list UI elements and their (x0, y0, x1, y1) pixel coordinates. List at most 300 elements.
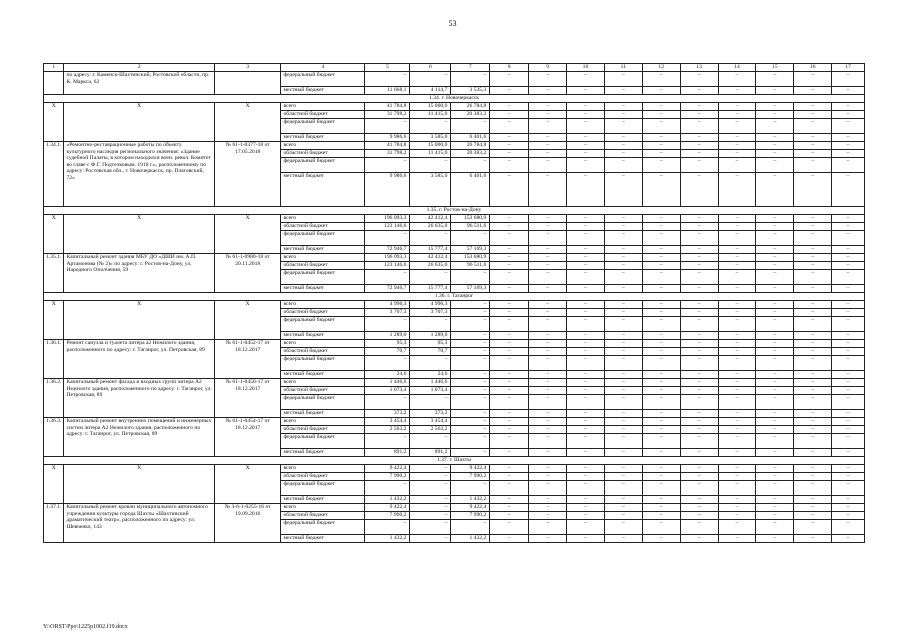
value-col-12: – (642, 410, 680, 418)
value-col-16: – (794, 434, 832, 449)
budget-label: всего (281, 418, 365, 426)
item-number: 1.36.2. (44, 379, 64, 418)
value-col-14: – (718, 87, 756, 95)
value-col-10: – (567, 173, 605, 207)
item-name: Ремонт санузла и туалета литера а2 Нежилого здания, расположенного по адресу: г. Таганрог, ул. Петровская, 89 (64, 340, 214, 379)
column-number-row (44, 64, 865, 72)
value-col-5: 196 093,3 (365, 254, 410, 262)
value-col-9: – (529, 449, 567, 457)
value-col-14: – (718, 103, 756, 111)
budget-label: областной бюджет (281, 150, 365, 158)
value-col-11: – (604, 215, 642, 223)
value-col-5: 41 784,8 (365, 103, 410, 111)
budget-label: областной бюджет (281, 309, 365, 317)
value-col-11: – (604, 72, 642, 87)
value-col-15: – (756, 103, 794, 111)
value-col-11: – (604, 231, 642, 246)
column-number: 12 (642, 64, 680, 72)
value-col-15: – (756, 410, 794, 418)
value-col-11: – (604, 434, 642, 449)
value-col-8: – (490, 504, 529, 512)
value-col-5: 41 784,8 (365, 142, 410, 150)
budget-label: федеральный бюджет (281, 119, 365, 134)
value-col-14: – (718, 332, 756, 340)
value-col-15: – (756, 481, 794, 496)
value-col-7: – (451, 434, 490, 449)
value-col-15: – (756, 520, 794, 535)
value-col-17: – (832, 72, 865, 87)
value-col-11: – (604, 410, 642, 418)
value-col-11: – (604, 348, 642, 356)
value-col-14: – (718, 119, 756, 134)
value-col-14: – (718, 496, 756, 504)
value-col-6: 891,2 (410, 449, 451, 457)
value-col-17: – (832, 379, 865, 387)
value-col-16: – (794, 410, 832, 418)
value-col-13: – (680, 87, 718, 95)
value-col-12: – (642, 231, 680, 246)
value-col-13: – (680, 223, 718, 231)
value-col-16: – (794, 111, 832, 119)
value-col-7: 1 432,2 (451, 535, 490, 543)
value-col-7: – (451, 340, 490, 348)
value-col-11: – (604, 134, 642, 142)
value-col-7: – (451, 426, 490, 434)
item-document: № 3-6-1-0255-16 от 19.09.2016 (214, 504, 281, 543)
value-col-11: – (604, 285, 642, 293)
value-col-14: – (718, 158, 756, 173)
value-col-6: – (410, 520, 451, 535)
value-col-17: – (832, 150, 865, 158)
budget-label: всего (281, 504, 365, 512)
item-document: № 61-1-0377-18 от 17.05.2018 (214, 142, 281, 207)
value-col-13: – (680, 379, 718, 387)
value-col-8: – (490, 111, 529, 119)
value-col-12: – (642, 356, 680, 371)
table-row (44, 301, 865, 309)
value-col-15: – (756, 379, 794, 387)
value-col-8: – (490, 465, 529, 473)
value-col-8: – (490, 332, 529, 340)
item-document: Х (214, 301, 281, 340)
value-col-12: – (642, 481, 680, 496)
value-col-6: – (410, 512, 451, 520)
value-col-10: – (567, 356, 605, 371)
value-col-6: 15 000,0 (410, 103, 451, 111)
column-number: 13 (680, 64, 718, 72)
value-col-14: – (718, 356, 756, 371)
value-col-12: – (642, 332, 680, 340)
value-col-7: – (451, 418, 490, 426)
value-col-11: – (604, 173, 642, 207)
value-col-14: – (718, 535, 756, 543)
value-col-8: – (490, 158, 529, 173)
value-col-6: – (410, 356, 451, 371)
value-col-15: – (756, 262, 794, 270)
value-col-14: – (718, 426, 756, 434)
value-col-6: 1 289,0 (410, 332, 451, 340)
value-col-15: – (756, 395, 794, 410)
value-col-13: – (680, 387, 718, 395)
budget-label: федеральный бюджет (281, 270, 365, 285)
value-col-8: – (490, 449, 529, 457)
value-col-7: – (451, 481, 490, 496)
value-col-7: – (451, 387, 490, 395)
value-col-10: – (567, 473, 605, 481)
budget-label: федеральный бюджет (281, 395, 365, 410)
value-col-16: – (794, 356, 832, 371)
value-col-13: – (680, 465, 718, 473)
value-col-10: – (567, 285, 605, 293)
section-title: 1.37. г. Шахты (44, 457, 865, 465)
value-col-17: – (832, 246, 865, 254)
value-col-15: – (756, 418, 794, 426)
value-col-9: – (529, 87, 567, 95)
value-col-7: 6 401,6 (451, 134, 490, 142)
value-col-5: 95,3 (365, 340, 410, 348)
value-col-16: – (794, 270, 832, 285)
value-col-17: – (832, 254, 865, 262)
value-col-17: – (832, 481, 865, 496)
value-col-8: – (490, 387, 529, 395)
value-col-8: – (490, 231, 529, 246)
value-col-11: – (604, 496, 642, 504)
value-col-9: – (529, 426, 567, 434)
value-col-9: – (529, 215, 567, 223)
value-col-10: – (567, 481, 605, 496)
value-col-12: – (642, 309, 680, 317)
value-col-16: – (794, 395, 832, 410)
table-body (44, 64, 865, 543)
column-number: 10 (567, 64, 605, 72)
value-col-14: – (718, 150, 756, 158)
table-row (44, 103, 865, 111)
value-col-14: – (718, 72, 756, 87)
value-col-10: – (567, 395, 605, 410)
value-col-13: – (680, 173, 718, 207)
value-col-5: 11 668,1 (365, 87, 410, 95)
section-header-row (44, 207, 865, 215)
value-col-9: – (529, 223, 567, 231)
value-col-5: – (365, 520, 410, 535)
value-col-12: – (642, 285, 680, 293)
value-col-7: 9 422,4 (451, 504, 490, 512)
budget-label: областной бюджет (281, 473, 365, 481)
value-col-16: – (794, 387, 832, 395)
item-name: Капитальный ремонт здания МБУ ДО «ДШИ им. А.П. Артамонова (№ 2)» по адресу: г. Ростов-на-Дону, ул. Народного Ополчения, 59 (64, 254, 214, 293)
value-col-16: – (794, 332, 832, 340)
value-col-5: 2 563,2 (365, 426, 410, 434)
value-col-13: – (680, 72, 718, 87)
value-col-17: – (832, 332, 865, 340)
value-col-11: – (604, 512, 642, 520)
value-col-17: – (832, 371, 865, 379)
value-col-11: – (604, 379, 642, 387)
value-col-5: – (365, 158, 410, 173)
budget-label: местный бюджет (281, 535, 365, 543)
value-col-15: – (756, 119, 794, 134)
value-col-10: – (567, 465, 605, 473)
value-col-9: – (529, 317, 567, 332)
value-col-6: – (410, 72, 451, 87)
budget-label: областной бюджет (281, 223, 365, 231)
value-col-16: – (794, 223, 832, 231)
budget-label: всего (281, 301, 365, 309)
item-number: Х (44, 103, 64, 142)
value-col-15: – (756, 215, 794, 223)
value-col-14: – (718, 520, 756, 535)
value-col-16: – (794, 317, 832, 332)
value-col-5: 891,2 (365, 449, 410, 457)
value-col-15: – (756, 142, 794, 150)
value-col-9: – (529, 246, 567, 254)
value-col-15: – (756, 371, 794, 379)
value-col-17: – (832, 465, 865, 473)
value-col-8: – (490, 426, 529, 434)
value-col-11: – (604, 262, 642, 270)
item-document: Х (214, 465, 281, 504)
value-col-7: 26 784,8 (451, 142, 490, 150)
value-col-15: – (756, 340, 794, 348)
value-col-11: – (604, 119, 642, 134)
value-col-8: – (490, 410, 529, 418)
value-col-11: – (604, 418, 642, 426)
table-row (44, 340, 865, 348)
value-col-11: – (604, 246, 642, 254)
value-col-9: – (529, 512, 567, 520)
budget-label: федеральный бюджет (281, 434, 365, 449)
value-col-16: – (794, 87, 832, 95)
value-col-13: – (680, 520, 718, 535)
value-col-7: 6 401,6 (451, 173, 490, 207)
column-number: 2 (64, 64, 214, 72)
value-col-14: – (718, 387, 756, 395)
value-col-10: – (567, 223, 605, 231)
value-col-15: – (756, 270, 794, 285)
value-col-5: 3 454,4 (365, 418, 410, 426)
value-col-7: – (451, 348, 490, 356)
value-col-5: 123 146,6 (365, 262, 410, 270)
value-col-10: – (567, 150, 605, 158)
value-col-11: – (604, 473, 642, 481)
column-number: 1 (44, 64, 64, 72)
value-col-15: – (756, 449, 794, 457)
value-col-17: – (832, 504, 865, 512)
value-col-10: – (567, 434, 605, 449)
value-col-12: – (642, 465, 680, 473)
value-col-16: – (794, 465, 832, 473)
value-col-10: – (567, 72, 605, 87)
value-col-11: – (604, 111, 642, 119)
value-col-12: – (642, 134, 680, 142)
value-col-13: – (680, 246, 718, 254)
budget-label: местный бюджет (281, 410, 365, 418)
item-document: № 61-1-0454-17 от 18.12.2017 (214, 418, 281, 457)
value-col-12: – (642, 87, 680, 95)
value-col-10: – (567, 215, 605, 223)
budget-label: местный бюджет (281, 87, 365, 95)
value-col-7: – (451, 309, 490, 317)
value-col-8: – (490, 134, 529, 142)
value-col-7: 20 383,2 (451, 111, 490, 119)
value-col-13: – (680, 371, 718, 379)
value-col-15: – (756, 317, 794, 332)
value-col-13: – (680, 262, 718, 270)
value-col-8: – (490, 103, 529, 111)
value-col-11: – (604, 317, 642, 332)
item-name: «Ремонтно-реставрационные работы по объекту культурного наследия регионального значения: «Здание судебной Палаты, в котором находился воен. револ. Комитет во главе с Ф.Г. Подтелковым. 1918 г.», расположенному по адресу: Ростовская обл., г. Новочеркасск, пр. Платовский, 72» (64, 142, 214, 207)
value-col-11: – (604, 103, 642, 111)
value-col-11: – (604, 332, 642, 340)
value-col-5: 9 422,4 (365, 465, 410, 473)
value-col-6: 70,7 (410, 348, 451, 356)
value-col-13: – (680, 395, 718, 410)
value-col-9: – (529, 387, 567, 395)
value-col-14: – (718, 473, 756, 481)
value-col-10: – (567, 332, 605, 340)
value-col-7: 7 990,2 (451, 473, 490, 481)
value-col-7: – (451, 332, 490, 340)
value-col-10: – (567, 301, 605, 309)
value-col-15: – (756, 87, 794, 95)
value-col-11: – (604, 465, 642, 473)
value-col-14: – (718, 317, 756, 332)
value-col-13: – (680, 434, 718, 449)
value-col-13: – (680, 340, 718, 348)
value-col-5: 123 146,6 (365, 223, 410, 231)
value-col-15: – (756, 387, 794, 395)
item-document: № 61-1-0450-17 от 18.12.2017 (214, 379, 281, 418)
value-col-6: 3 585,0 (410, 134, 451, 142)
value-col-13: – (680, 231, 718, 246)
value-col-16: – (794, 520, 832, 535)
value-col-17: – (832, 87, 865, 95)
value-col-8: – (490, 119, 529, 134)
value-col-11: – (604, 301, 642, 309)
section-header-row (44, 457, 865, 465)
value-col-14: – (718, 142, 756, 150)
value-col-11: – (604, 426, 642, 434)
value-col-10: – (567, 87, 605, 95)
column-number: 9 (529, 64, 567, 72)
value-col-16: – (794, 418, 832, 426)
value-col-7: 153 680,9 (451, 215, 490, 223)
value-col-12: – (642, 512, 680, 520)
value-col-13: – (680, 317, 718, 332)
value-col-16: – (794, 103, 832, 111)
value-col-13: – (680, 111, 718, 119)
value-col-8: – (490, 481, 529, 496)
value-col-6: – (410, 481, 451, 496)
value-col-16: – (794, 426, 832, 434)
value-col-10: – (567, 379, 605, 387)
value-col-11: – (604, 270, 642, 285)
value-col-12: – (642, 449, 680, 457)
value-col-14: – (718, 301, 756, 309)
value-col-8: – (490, 496, 529, 504)
value-col-9: – (529, 119, 567, 134)
item-number: Х (44, 465, 64, 504)
value-col-6: 26 635,0 (410, 262, 451, 270)
value-col-7: – (451, 410, 490, 418)
value-col-11: – (604, 223, 642, 231)
value-col-6: 15 777,4 (410, 285, 451, 293)
value-col-10: – (567, 262, 605, 270)
budget-label: местный бюджет (281, 285, 365, 293)
value-col-9: – (529, 72, 567, 87)
value-col-6: 4 114,7 (410, 87, 451, 95)
value-col-14: – (718, 173, 756, 207)
value-col-7: 20 383,2 (451, 150, 490, 158)
value-col-12: – (642, 348, 680, 356)
value-col-7: 9 422,4 (451, 465, 490, 473)
value-col-17: – (832, 173, 865, 207)
value-col-10: – (567, 371, 605, 379)
value-col-6: 373,2 (410, 410, 451, 418)
value-col-14: – (718, 262, 756, 270)
value-col-8: – (490, 223, 529, 231)
value-col-12: – (642, 103, 680, 111)
budget-label: федеральный бюджет (281, 520, 365, 535)
value-col-6: 26 635,0 (410, 223, 451, 231)
item-number: Х (44, 215, 64, 254)
value-col-6: 4 996,3 (410, 301, 451, 309)
value-col-14: – (718, 309, 756, 317)
budget-label: местный бюджет (281, 134, 365, 142)
value-col-13: – (680, 254, 718, 262)
value-col-12: – (642, 418, 680, 426)
value-col-5: 4 996,3 (365, 301, 410, 309)
item-name: Х (64, 103, 214, 142)
value-col-10: – (567, 348, 605, 356)
value-col-8: – (490, 142, 529, 150)
column-number: 17 (832, 64, 865, 72)
item-number: 1.36.3. (44, 418, 64, 457)
value-col-10: – (567, 270, 605, 285)
value-col-7: – (451, 371, 490, 379)
value-col-10: – (567, 449, 605, 457)
value-col-11: – (604, 504, 642, 512)
value-col-8: – (490, 512, 529, 520)
value-col-15: – (756, 111, 794, 119)
budget-label: местный бюджет (281, 371, 365, 379)
value-col-12: – (642, 317, 680, 332)
value-col-8: – (490, 395, 529, 410)
value-col-13: – (680, 496, 718, 504)
value-col-12: – (642, 395, 680, 410)
value-col-17: – (832, 285, 865, 293)
value-col-5: 70,7 (365, 348, 410, 356)
value-col-7: 96 511,6 (451, 262, 490, 270)
value-col-13: – (680, 309, 718, 317)
value-col-12: – (642, 340, 680, 348)
budget-label: федеральный бюджет (281, 481, 365, 496)
value-col-12: – (642, 387, 680, 395)
value-col-9: – (529, 348, 567, 356)
value-col-10: – (567, 426, 605, 434)
value-col-13: – (680, 301, 718, 309)
value-col-17: – (832, 340, 865, 348)
value-col-14: – (718, 434, 756, 449)
value-col-17: – (832, 496, 865, 504)
budget-label: всего (281, 142, 365, 150)
value-col-5: 373,2 (365, 410, 410, 418)
value-col-16: – (794, 481, 832, 496)
value-col-14: – (718, 465, 756, 473)
value-col-7: – (451, 301, 490, 309)
column-number: 4 (281, 64, 365, 72)
value-col-8: – (490, 434, 529, 449)
